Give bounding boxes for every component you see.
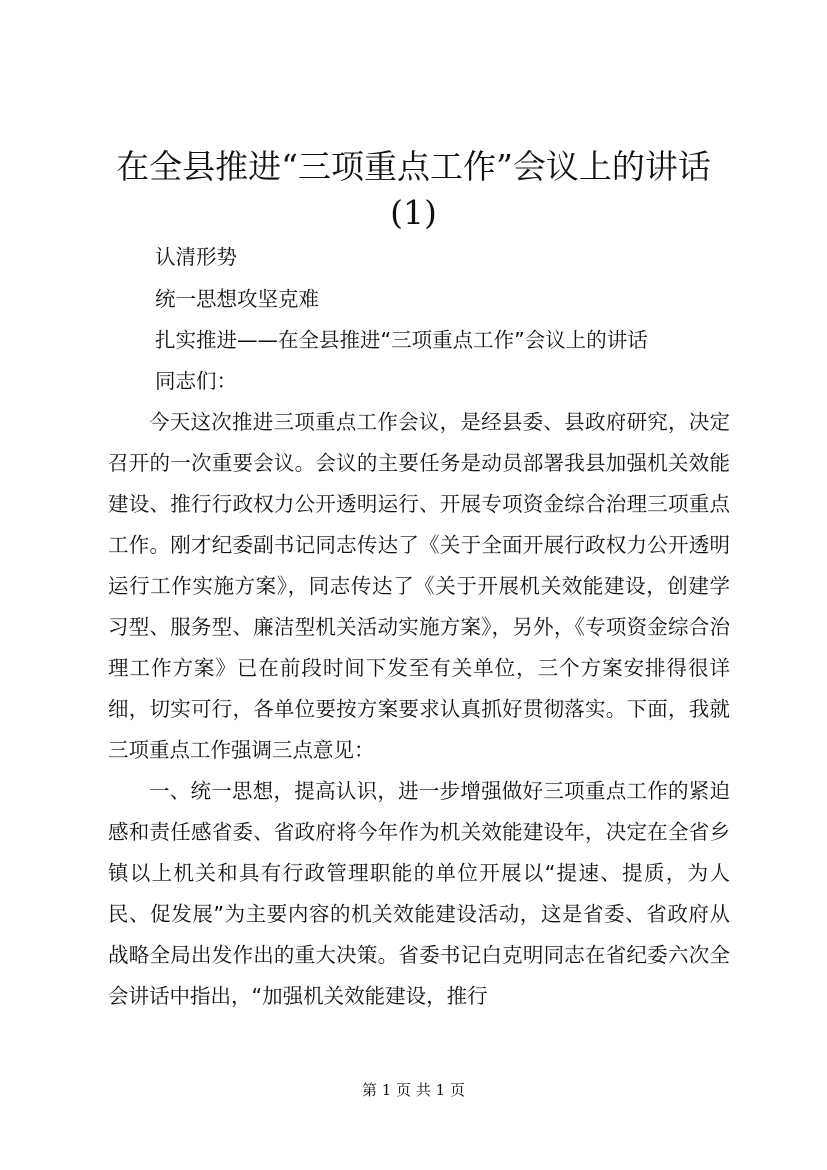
subtitle-line: 扎实推进——在全县推进“三项重点工作”会议上的讲话	[155, 328, 648, 352]
subtitle-line: 认清形势	[155, 245, 237, 269]
salutation: 同志们：	[155, 369, 237, 393]
page-number-footer: 第 1 页 共 1 页	[362, 1081, 465, 1099]
document-title: 在全县推进“三项重点工作”会议上的讲话	[116, 147, 711, 186]
body-paragraph: 一、统一思想，提高认识，进一步增强做好三项重点工作的紧迫感和责任感省委、省政府将今年作为机关效能建设年，决定在全省乡镇以上机关和具有行政管理职能的单位开展以“提速、提质，为人民、促发展”为主要内容的机关效能建设活动，这是省委、省政府从战略全局出发作出的重大决策。省委书记白克明同志在省纪委六次全会讲话中指出，“加强机关效能建设，推行	[108, 779, 730, 1008]
document-title-suffix: (1)	[390, 193, 437, 232]
document-body	[108, 402, 730, 1017]
body-paragraph: 今天这次推进三项重点工作会议，是经县委、县政府研究，决定召开的一次重要会议。会议的主要任务是动员部署我县加强机关效能建设、推行行政权力公开透明运行、开展专项资金综合治理三项重点工作。刚才纪委副书记同志传达了《关于全面开展行政权力公开透明运行工作实施方案》，同志传达了《关于开展机关效能建设，创建学习型、服务型、廉洁型机关活动实施方案》，另外，《专项资金综合治理工作方案》已在前段时间下发至有关单位，三个方案安排得很详细，切实可行，各单位要按方案要求认真抓好贯彻落实。下面，我就三项重点工作强调三点意见：	[108, 410, 730, 762]
subtitle-line: 统一思想攻坚克难	[155, 287, 319, 311]
